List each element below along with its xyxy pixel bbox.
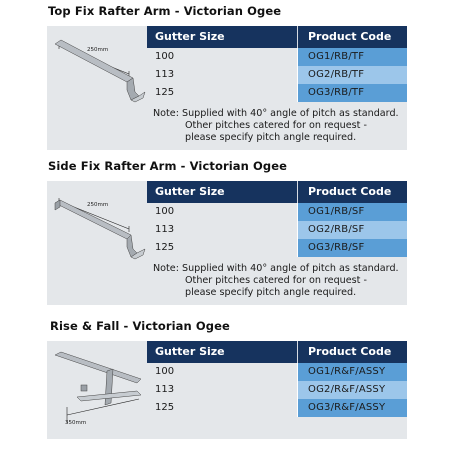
table-row <box>147 221 407 239</box>
gutter-size-cell: 125 <box>147 239 297 257</box>
product-code-header: Product Code <box>297 26 407 48</box>
panel-side-fix <box>47 181 407 305</box>
rise-fall-dimension: 350mm <box>65 420 87 426</box>
section-title-side-fix: Side Fix Rafter Arm - Victorian Ogee <box>48 159 288 173</box>
note-line: please specify pitch angle required. <box>185 287 357 298</box>
note-line: please specify pitch angle required. <box>185 132 357 143</box>
note-line: Other pitches catered for on request - <box>185 275 367 286</box>
gutter-size-cell: 125 <box>147 399 297 417</box>
product-code-cell: OG1/R&F/ASSY <box>297 363 407 381</box>
section-title-top-fix: Top Fix Rafter Arm - Victorian Ogee <box>48 4 282 18</box>
product-code-cell: OG3/RB/TF <box>297 84 407 102</box>
product-code-cell: OG2/RB/SF <box>297 221 407 239</box>
table-row <box>147 399 407 417</box>
side-fix-table <box>147 181 407 257</box>
panel-rise-fall <box>47 341 407 439</box>
side-fix-note <box>147 259 407 303</box>
note-line: Note: Supplied with 40° angle of pitch as standard. <box>153 263 399 274</box>
section-title-rise-fall: Rise & Fall - Victorian Ogee <box>50 319 230 333</box>
gutter-size-cell: 113 <box>147 66 297 84</box>
gutter-size-cell: 125 <box>147 84 297 102</box>
gutter-size-header: Gutter Size <box>155 185 225 198</box>
product-code-header: Product Code <box>297 341 407 363</box>
top-fix-note <box>147 104 407 148</box>
table-row <box>147 203 407 221</box>
panel-top-fix <box>47 26 407 150</box>
top-fix-dimension: 250mm <box>87 47 109 53</box>
gutter-size-cell: 100 <box>147 363 297 381</box>
top-fix-rafter-arm-diagram <box>47 26 147 150</box>
gutter-size-cell: 113 <box>147 381 297 399</box>
table-row <box>147 66 407 84</box>
product-code-cell: OG1/RB/TF <box>297 48 407 66</box>
product-code-cell: OG3/RB/SF <box>297 239 407 257</box>
gutter-size-cell: 100 <box>147 48 297 66</box>
top-fix-table <box>147 26 407 102</box>
product-code-header: Product Code <box>297 181 407 203</box>
product-code-cell: OG2/RB/TF <box>297 66 407 84</box>
gutter-size-header: Gutter Size <box>155 30 225 43</box>
table-row <box>147 239 407 257</box>
note-line: Other pitches catered for on request - <box>185 120 367 131</box>
table-row <box>147 48 407 66</box>
gutter-size-cell: 113 <box>147 221 297 239</box>
note-line: Note: Supplied with 40° angle of pitch as standard. <box>153 108 399 119</box>
rise-fall-table <box>147 341 407 417</box>
product-code-cell: OG1/RB/SF <box>297 203 407 221</box>
product-code-cell: OG2/R&F/ASSY <box>297 381 407 399</box>
gutter-size-header: Gutter Size <box>155 345 225 358</box>
table-row <box>147 84 407 102</box>
side-fix-dimension: 250mm <box>87 202 109 208</box>
rise-fall-bracket-diagram <box>47 341 147 439</box>
product-code-cell: OG3/R&F/ASSY <box>297 399 407 417</box>
gutter-size-cell: 100 <box>147 203 297 221</box>
table-row <box>147 381 407 399</box>
side-fix-rafter-arm-diagram <box>47 181 147 305</box>
table-row <box>147 363 407 381</box>
